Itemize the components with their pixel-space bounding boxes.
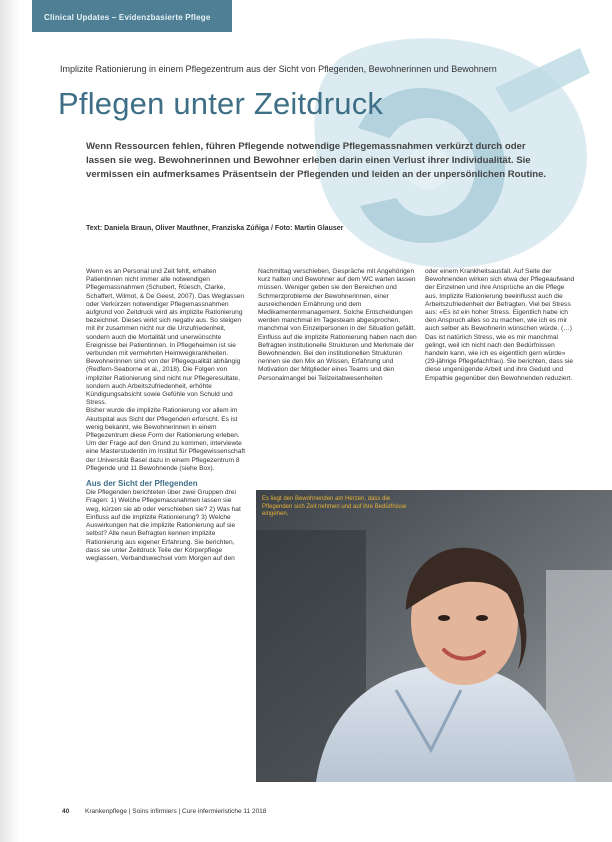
article-credits: Text: Daniela Braun, Oliver Mauthner, Franziska Zúñiga / Foto: Martin Glauser — [86, 225, 344, 232]
paragraph: Bisher wurde die implizite Rationierung vor allem im Akutspital aus Sicht der Pflegenden erforscht. Es ist wenig bekannt, wie Bewohnerinnen in einem Pflegezentrum diese Form der Rationierung erleben. Um der Frage auf den Grund zu kommen, interviewte eine Masterstudentin im Institut für Pflegewissenschaft der Universität Basel dazu in einem Pflegezentrum 8 Pflegende und 11 Bewohnende (siehe Box). — [86, 407, 246, 472]
publication-info: Krankenpflege | Soins infirmiers | Cure infermieristiche 11 2018 — [85, 808, 267, 815]
paragraph: Wenn es an Personal und Zeit fehlt, erhalten Patientinnen nicht immer alle notwendigen Pflegemassnahmen (Schubert, Rüesch, Clarke, Schaffert, Wilmot, & De Geest, 2007). Das Weglassen oder Verkürzen notwendiger Pflegemassnahmen aufgrund von Zeitdruck wird als implizite Rationierung bezeichnet. Dieses wirkt sich negativ aus. So steigen mit ihr zusammen nicht nur die Unzufriedenheit, sondern auch die Mortalität und unerwünschte Ereignisse bei Patientinnen. In Pflegeheimen ist sie verbunden mit vermehrten Heimwegkrankheiten. Bewohnerinnen sind von der Pflegequalität abhängig (Redfern-Seaborne et al., 2018). Die Folgen von impliziter Rationierung sind nicht nur Pflegeresultate, sondern auch Arbeitszufriedenheit, erhöhte Kündigungsabsicht sowie Gefühle von Schuld und Stress. — [86, 268, 245, 407]
text-column-2 — [258, 268, 418, 488]
article-kicker: Implizite Rationierung in einem Pflegezentrum aus der Sicht von Pflegenden, Bewohnerinnen und Bewohnern — [60, 64, 497, 74]
article-lead: Wenn Ressourcen fehlen, führen Pflegende notwendige Pflegemassnahmen verkürzt durch oder lassen sie weg. Bewohnerinnen und Bewohner erleben darin einen Verlust ihrer Individualität. Sie vermissen ein aufmerksames Präsentsein der Pflegenden und leiden an der unpersönlichen Routine. — [86, 141, 547, 180]
paragraph: Die Pflegenden berichteten über zwei Gruppen drei Fragen: 1) Welche Pflegemassnahmen lassen sie weg, kürzen sie ab oder verschieben sie? 2) Was hat Einfluss auf die implizite Rationierung? 3) Welche Auswirkungen hat die implizite Rationierung auf sie selbst? Alle neun Befragten kennen implizite Rationierung aus eigener Erfahrung. Sie berichten, dass sie unter Zeitdruck Teile der Körperpflege weglassen, Verbandswechsel vom Morgen auf den — [86, 489, 241, 562]
section-subheading: Aus der Sicht der Pflegenden — [86, 479, 198, 489]
article-title: Pflegen unter Zeitdruck — [58, 86, 384, 121]
photo-illustration — [256, 490, 612, 782]
photo-caption: Es liegt den Bewohnenden am Herzen, dass die Pflegenden sich Zeit nehmen und auf ihre Bedürfnisse eingehen. — [262, 496, 407, 517]
paragraph: oder einem Krankheitsausfall. Auf Seite der Bewohnenden wirken sich etwa der Pflegeaufwand der Einzelnen und ihre Ansprüche an die Pflege aus. Implizite Rationierung beeinflusst auch die Arbeitszufriedenheit der Befragten. Viel bei Stress aus: «Es ist ein hoher Stress. Eigentlich habe ich den Anspruch alles so zu machen, wie ich es mir auch selber als Bewohnerin wünschen würde. (…) Das ist natürlich Stress, wie es mir manchmal gelingt, weil ich nicht nach den Bedürfnissen handeln kann, wie ich es eigentlich gern würde» (29-jährige Pflegefachfrau). Sie berichten, dass sie diese ungenügende Arbeit und ihre Geduld und Empathie gegenüber den Bewohnenden reduziert. — [425, 268, 575, 382]
section-label: Clinical Updates – Evidenzbasierte Pflege — [44, 13, 211, 22]
paragraph: Nachmittag verschieben, Gespräche mit Angehörigen kurz halten und Bewohner auf dem WC warten lassen müssen. Weniger geben sie den Bereichen und Schmerzprobleme der Bewohnerinnen, einer ausreichenden Ernährung und dem Medikamentenmanagement. Solche Entscheidungen werden manchmal im Tagesteam abgesprochen, manchmal von Einzelpersonen in der Situation gefällt. Einfluss auf die implizite Rationierung haben nach den Befragten institutionelle Strukturen und Merkmale der Bewohnenden. Bei den institutionellen Strukturen nennen sie den Mix an Wissen, Erfahrung und Motivation der Mitglieder eines Teams und den Personalmangel bei Teilzeitabwesenheiten — [258, 268, 417, 382]
page-footer — [62, 808, 582, 815]
text-column-3 — [425, 268, 575, 488]
text-column-1 — [86, 268, 246, 808]
page-number: 40 — [62, 808, 70, 815]
nurse-photo — [256, 490, 612, 782]
section-tab — [32, 0, 232, 32]
